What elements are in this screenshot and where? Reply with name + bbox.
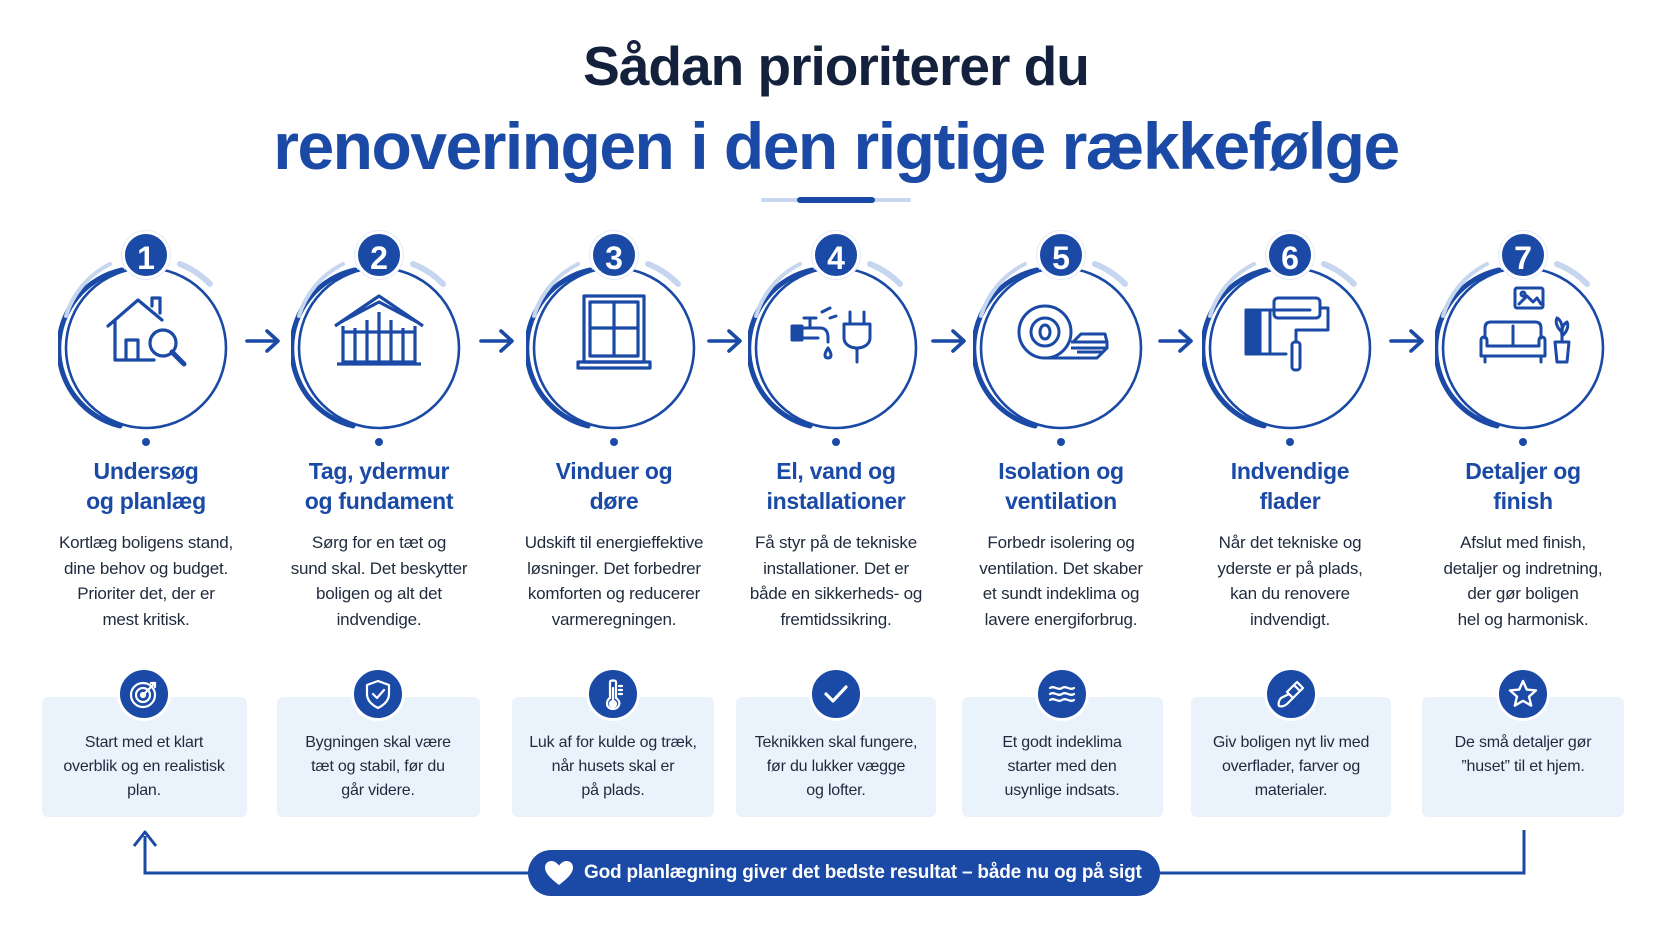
tip-text: Et godt indeklima starter med den usynlige indsats. bbox=[1002, 734, 1122, 799]
step-number-badge: 1 bbox=[122, 231, 170, 279]
thermometer-icon bbox=[586, 667, 640, 721]
tip-text: Start med et klart overblik og en realistisk plan. bbox=[63, 734, 225, 799]
step-connector-dot bbox=[1286, 438, 1294, 446]
arrow-right-icon bbox=[477, 326, 517, 356]
title-line-2: renoveringen i den rigtige rækkefølge bbox=[273, 109, 1399, 183]
step-description: Kortlæg boligens stand, dine behov og budget. Prioriter det, der er mest kritisk. bbox=[58, 533, 233, 629]
step-number-badge: 5 bbox=[1037, 231, 1085, 279]
step-description: Forbedr isolering og ventilation. Det skaber et sundt indeklima og lavere energiforbrug. bbox=[979, 533, 1143, 629]
tip-text: Teknikken skal fungere, før du lukker vægge og lofter. bbox=[754, 734, 918, 799]
step-connector-dot bbox=[142, 438, 150, 446]
arrow-right-icon bbox=[929, 326, 969, 356]
step-connector-dot bbox=[1519, 438, 1527, 446]
tip-text: Bygningen skal være tæt og stabil, før du går videre. bbox=[305, 734, 451, 799]
step-title: Isolation og ventilation bbox=[998, 458, 1124, 514]
star-icon bbox=[1496, 667, 1550, 721]
window-icon bbox=[564, 282, 664, 382]
step-number-badge: 3 bbox=[590, 231, 638, 279]
step-title: Vinduer og døre bbox=[555, 458, 673, 514]
step-connector-dot bbox=[832, 438, 840, 446]
sofa-plant-icon bbox=[1473, 282, 1573, 382]
target-icon bbox=[117, 667, 171, 721]
tip-text: De små detaljer gør ”huset” til et hjem. bbox=[1454, 734, 1592, 775]
step-title: Undersøg og planlæg bbox=[86, 458, 206, 514]
step-number-badge: 7 bbox=[1499, 231, 1547, 279]
arrow-right-icon bbox=[705, 326, 745, 356]
step-connector-dot bbox=[375, 438, 383, 446]
step-description: Når det tekniske og yderste er på plads, kan du renovere indvendigt. bbox=[1217, 533, 1363, 629]
tip-text: Giv boligen nyt liv med overflader, farver og materialer. bbox=[1212, 734, 1370, 799]
step-number-badge: 2 bbox=[355, 231, 403, 279]
arrow-right-icon bbox=[1156, 326, 1196, 356]
title-line-1: Sådan prioriterer du bbox=[583, 35, 1089, 97]
arrow-right-icon bbox=[1387, 326, 1427, 356]
step-number-badge: 6 bbox=[1266, 231, 1314, 279]
step-number-badge: 4 bbox=[812, 231, 860, 279]
tip-text: Luk af for kulde og træk, når husets skal er på plads. bbox=[529, 734, 697, 799]
faucet-plug-icon bbox=[786, 282, 886, 382]
banner-text: God planlægning giver det bedste resultat – både nu og på sigt bbox=[584, 862, 1142, 883]
step-title: Detaljer og finish bbox=[1465, 458, 1581, 514]
step-title: Tag, ydermur og fundament bbox=[304, 458, 454, 514]
arrow-right-icon bbox=[243, 326, 283, 356]
house-frame-icon bbox=[329, 282, 429, 382]
shield-check-icon bbox=[351, 667, 405, 721]
summary-banner bbox=[528, 850, 1160, 896]
title-underline bbox=[761, 198, 911, 202]
heart-icon bbox=[544, 860, 574, 886]
step-description: Udskift til energieffektive løsninger. Det forbedrer komforten og reducerer varmeregningen. bbox=[524, 533, 704, 629]
step-title: Indvendige flader bbox=[1230, 458, 1350, 514]
house-search-icon bbox=[96, 282, 196, 382]
paintbrush-icon bbox=[1264, 667, 1318, 721]
step-title: El, vand og installationer bbox=[766, 458, 906, 514]
step-connector-dot bbox=[610, 438, 618, 446]
step-description: Sørg for en tæt og sund skal. Det beskytter boligen og alt det indvendige. bbox=[290, 533, 468, 629]
step-connector-dot bbox=[1057, 438, 1065, 446]
step-description: Få styr på de tekniske installationer. Det er både en sikkerheds- og fremtidssikring. bbox=[749, 533, 923, 629]
insulation-roll-icon bbox=[1011, 282, 1111, 382]
step-description: Afslut med finish, detaljer og indretning, der gør boligen hel og harmonisk. bbox=[1443, 533, 1603, 629]
checkmark-icon bbox=[809, 667, 863, 721]
air-waves-icon bbox=[1035, 667, 1089, 721]
paint-roller-icon bbox=[1240, 282, 1340, 382]
